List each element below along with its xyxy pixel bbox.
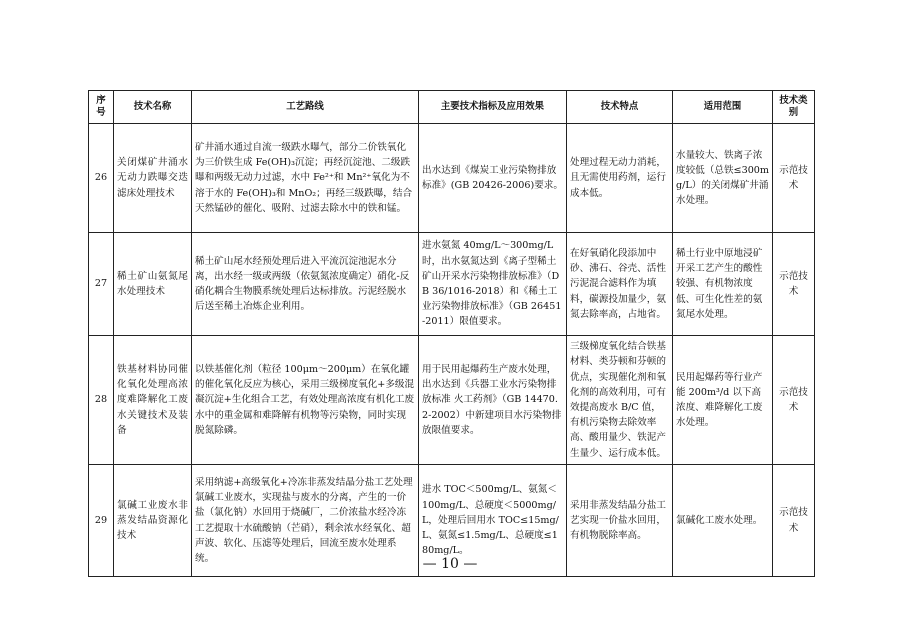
row-category: 示范技术 (773, 124, 815, 233)
row-name: 关闭煤矿井涌水无动力跌曝交迭滤床处理技术 (114, 124, 192, 233)
header-name: 技术名称 (114, 91, 192, 124)
row-indicators: 进水 TOC＜500mg/L、氨氮＜100mg/L、总硬度＜5000mg/L，处理后回用水 TOC≤15mg/L、氨氮≤1.5mg/L、总硬度≤180mg/L。 (419, 465, 567, 577)
row-name: 铁基材料协同催化氧化处理高浓度难降解化工废水关键技术及装备 (114, 336, 192, 465)
row-no: 29 (89, 465, 114, 577)
row-scope: 氯碱化工废水处理。 (673, 465, 773, 577)
header-route: 工艺路线 (192, 91, 419, 124)
table-row (89, 124, 815, 233)
row-name: 氯碱工业废水非蒸发结晶资源化技术 (114, 465, 192, 577)
row-features: 处理过程无动力消耗，且无需使用药剂，运行成本低。 (567, 124, 673, 233)
row-no: 27 (89, 233, 114, 336)
row-category: 示范技术 (773, 465, 815, 577)
row-name: 稀土矿山氨氮尾水处理技术 (114, 233, 192, 336)
table-row (89, 233, 815, 336)
row-category: 示范技术 (773, 336, 815, 465)
row-features: 三级梯度氧化结合铁基材料、类芬顿和芬顿的优点，实现催化剂和氧化剂的高效利用，可有效提高废水 B/C 值，有机污染物去除效率高、酸用量少、铁泥产生量少、运行成本低。 (567, 336, 673, 465)
table-row (89, 336, 815, 465)
row-route: 以铁基催化剂（粒径 100μm～200μm）在氧化罐的催化氧化反应为核心，采用三级梯度氧化+多级混凝沉淀+生化组合工艺，有效处理高浓度有机化工废水中的重金属和难降解有机物等污染物，同时实现脱氮除磷。 (192, 336, 419, 465)
row-no: 26 (89, 124, 114, 233)
row-category: 示范技术 (773, 233, 815, 336)
header-scope: 适用范围 (673, 91, 773, 124)
row-indicators: 进水氨氮 40mg/L～300mg/L 时，出水氨氮达到《离子型稀土矿山开采水污染物排放标准》（DB 36/1016-2018）和《稀土工业污染物排放标准》（GB 26451-2011）限值要求。 (419, 233, 567, 336)
row-scope: 水量较大、铁离子浓度较低（总铁≤300mg/L）的关闭煤矿井涌水处理。 (673, 124, 773, 233)
header-no: 序号 (89, 91, 114, 124)
row-route: 矿井涌水通过自流一级跌水曝气，部分二价铁氧化为三价铁生成 Fe(OH)₃沉淀；再经沉淀池、二级跌曝和两级无动力过滤，水中 Fe²⁺和 Mn²⁺氧化为不溶于水的 Fe(OH)₃和 MnO₂；再经三级跌曝，结合天然锰砂的催化、吸附、过滤去除水中的铁和锰。 (192, 124, 419, 233)
header-features: 技术特点 (567, 91, 673, 124)
table-header (89, 91, 815, 124)
row-route: 采用纳滤+高级氧化+冷冻非蒸发结晶分盐工艺处理氯碱工业废水，实现盐与废水的分离，产生的一价盐（氯化钠）水回用于烧碱厂，二价浓盐水经冷冻工艺提取十水硫酸钠（芒硝），剩余浓水经氧化、超声波、软化、压滤等处理后，回流至废水处理系统。 (192, 465, 419, 577)
row-indicators: 用于民用起爆药生产废水处理，出水达到《兵器工业水污染物排放标准 火工药剂》（GB 14470.2-2002）中新建项目水污染物排放限值要求。 (419, 336, 567, 465)
technology-table (88, 90, 815, 577)
row-scope: 民用起爆药等行业产能 200m³/d 以下高浓度、难降解化工废水处理。 (673, 336, 773, 465)
row-scope: 稀土行业中原地浸矿开采工艺产生的酸性较强、有机物浓度低、可生化性差的氨氮尾水处理。 (673, 233, 773, 336)
row-features: 采用非蒸发结晶分盐工艺实现一价盐水回用，有机物脱除率高。 (567, 465, 673, 577)
row-features: 在好氧硝化段添加中砂、沸石、谷壳、活性污泥混合滤料作为填料，碳源投加量少，氨氮去除率高，占地省。 (567, 233, 673, 336)
page-number: — 10 — (422, 556, 478, 572)
header-indicators: 主要技术指标及应用效果 (419, 91, 567, 124)
row-no: 28 (89, 336, 114, 465)
row-route: 稀土矿山尾水经预处理后进入平流沉淀池泥水分离，出水经一级或两级（依氨氮浓度确定）硝化-反硝化耦合生物膜系统处理后达标排放。污泥经脱水后送至稀土冶炼企业利用。 (192, 233, 419, 336)
row-indicators: 出水达到《煤炭工业污染物排放标准》(GB 20426-2006)要求。 (419, 124, 567, 233)
header-category: 技术类别 (773, 91, 815, 124)
